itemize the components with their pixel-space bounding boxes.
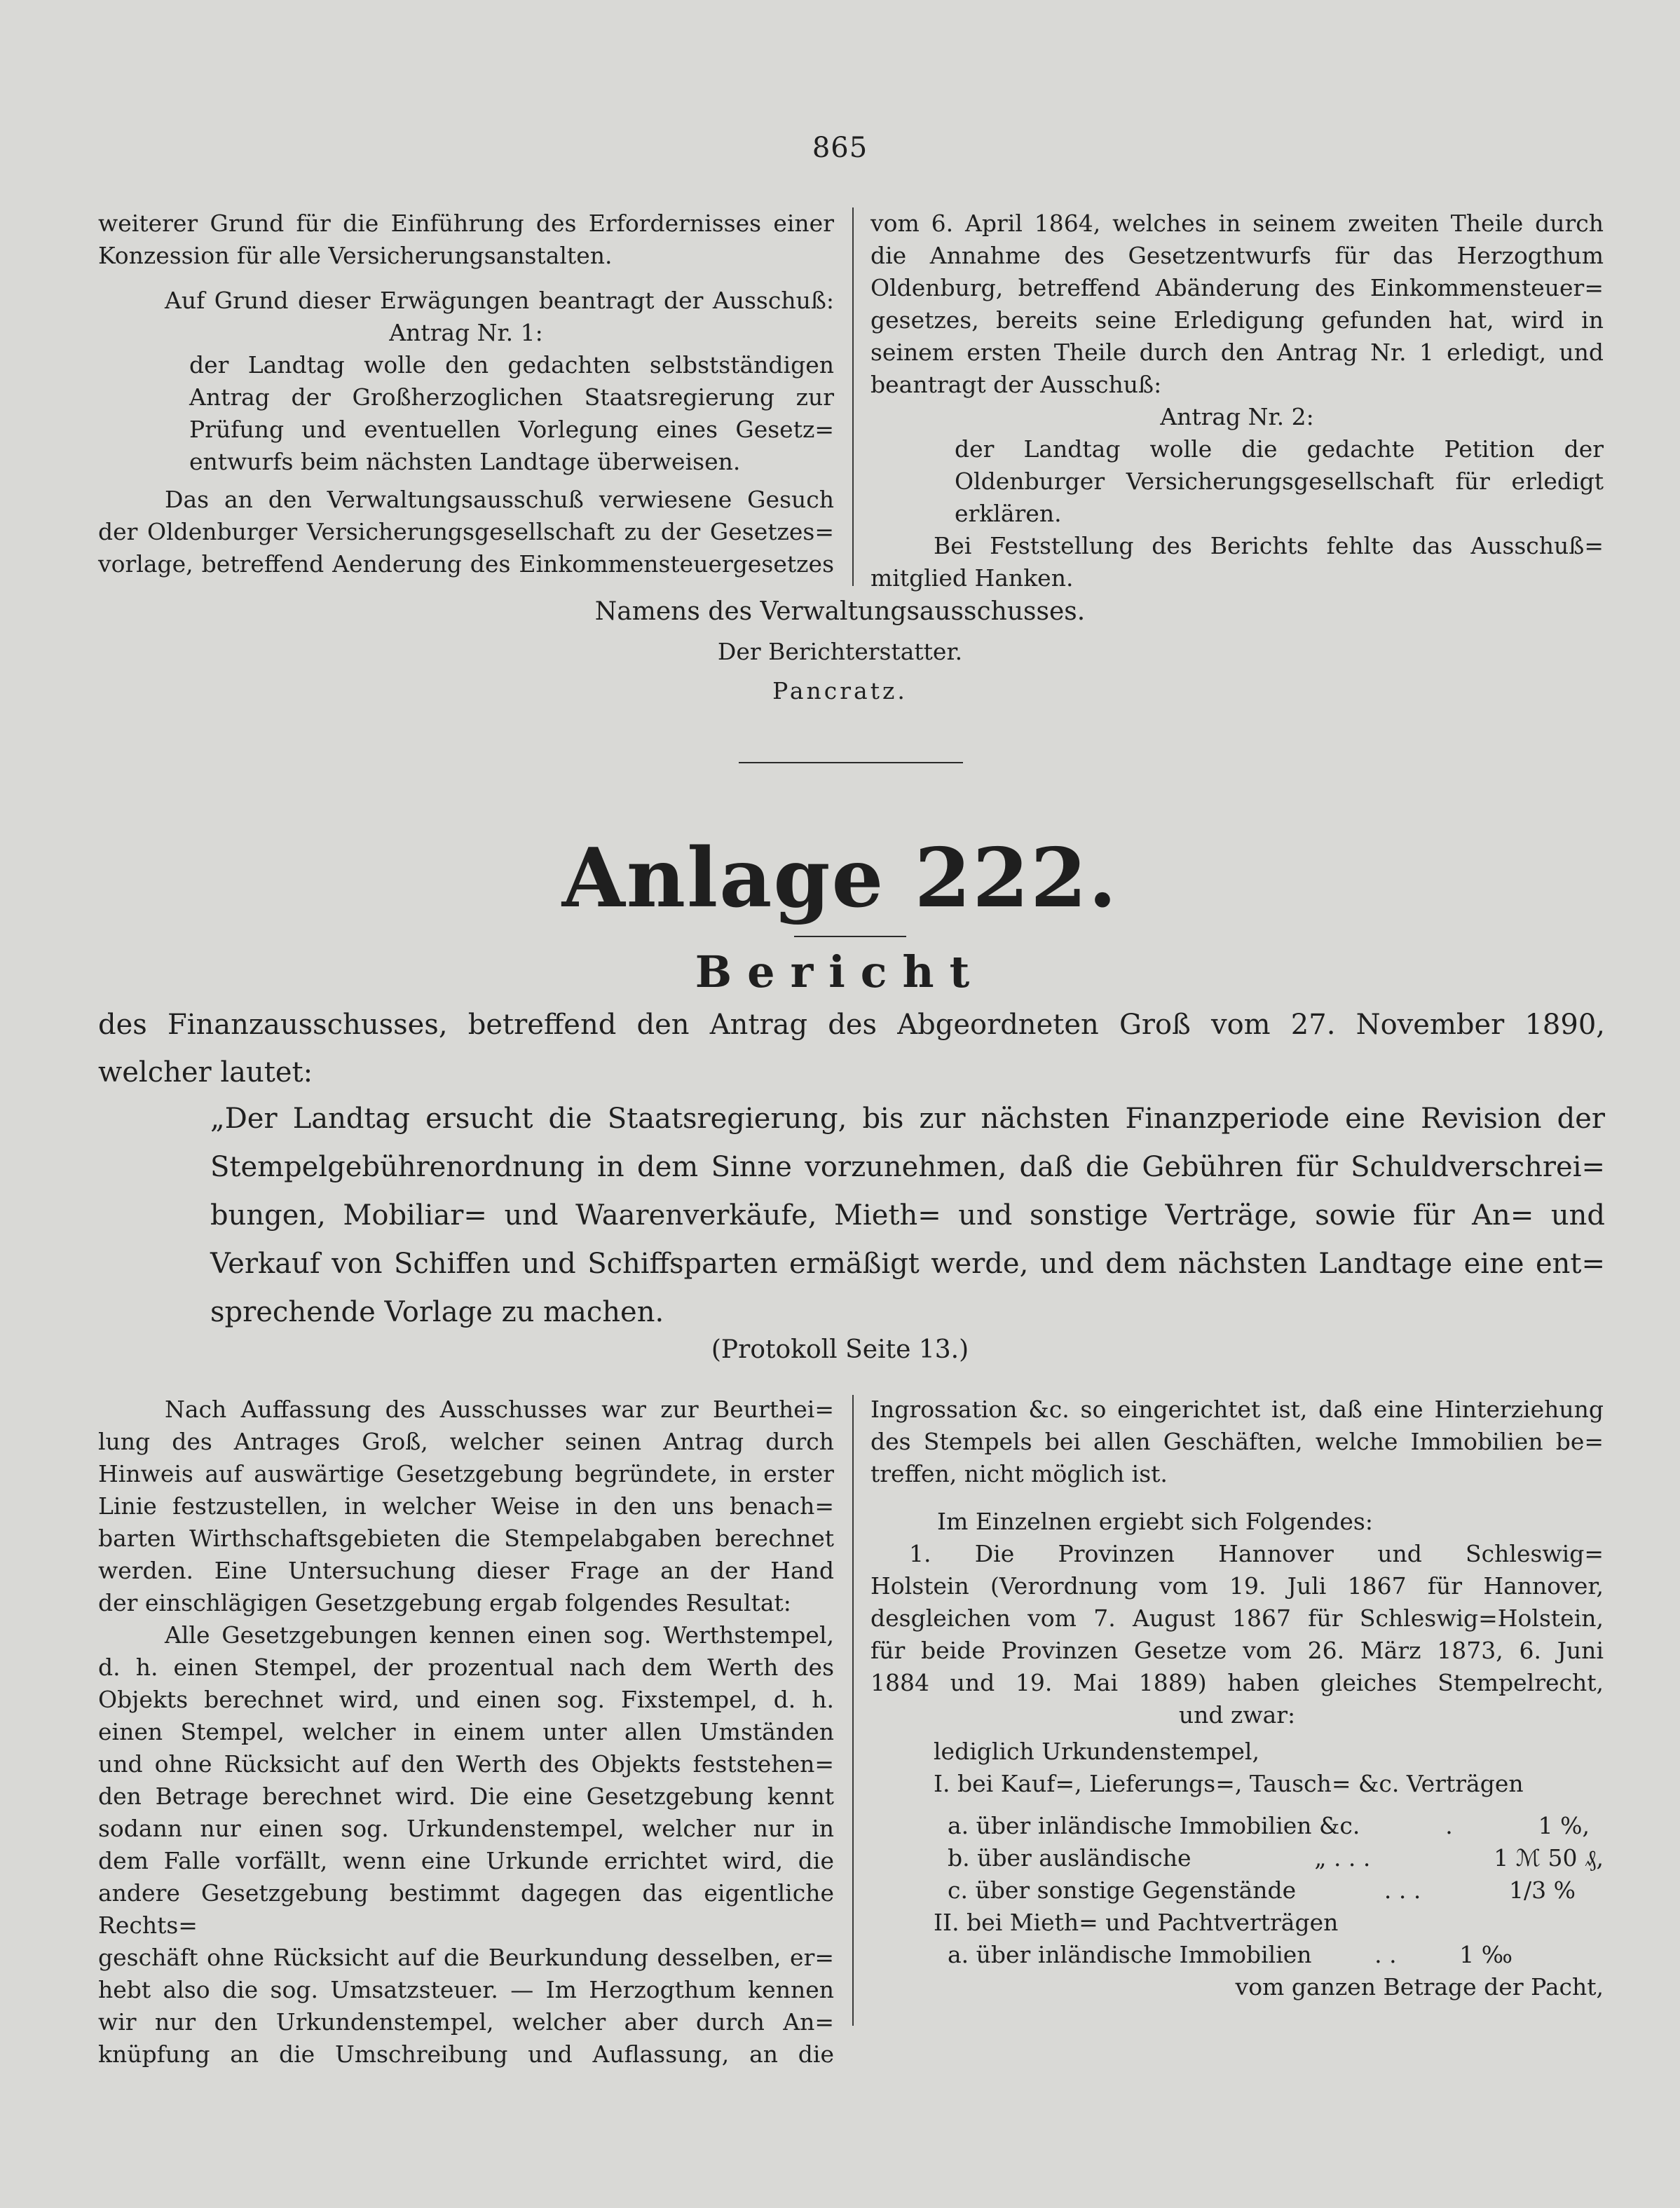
text-line: 1884 und 19. Mai 1889) haben gleiches Stempelrecht, — [870, 1669, 1604, 1696]
text-line: erklären. — [955, 500, 1062, 527]
text-line: knüpfung an die Umschreibung und Auflassung, an die — [98, 2040, 834, 2068]
text-line: Auf Grund dieser Erwägungen beantragt der Ausschuß: — [165, 287, 834, 314]
text-line: der Oldenburger Versicherungsgesellschaft zu der Gesetzes= — [98, 518, 834, 545]
intro-line: des Finanzausschusses, betreffend den Antrag des Abgeordneten Groß vom 27. November 1890, — [98, 1009, 1605, 1041]
text-line: werden. Eine Untersuchung dieser Frage an der Hand — [98, 1557, 834, 1584]
tariff-value: 1 %, — [1538, 1812, 1590, 1839]
report-intro — [98, 1001, 1605, 1096]
text-line: Holstein (Verordnung vom 19. Juli 1867 für Hannover, — [870, 1572, 1604, 1600]
top-left-column — [98, 207, 834, 580]
text-line: beantragt der Ausschuß: — [870, 371, 1162, 398]
text-line: Objekts berechnet wird, und einen sog. Fixstempel, d. h. — [98, 1686, 834, 1713]
text-line: vom ganzen Betrage der Pacht, — [1235, 1973, 1604, 2001]
text-line: sodann nur einen sog. Urkundenstempel, welcher nur in — [98, 1815, 834, 1842]
text-line: Nach Auffassung des Ausschusses war zur Beurthei= — [165, 1396, 834, 1423]
text-line: vorlage, betreffend Aenderung des Einkommensteuergesetzes — [98, 550, 834, 578]
text-line: weiterer Grund für die Einführung des Erfordernisses einer — [98, 210, 834, 237]
text-line: vom 6. April 1864, welches in seinem zweiten Theile durch — [870, 210, 1604, 237]
text-line: die Annahme des Gesetzentwurfs für das Herzogthum — [870, 242, 1604, 269]
text-line: Das an den Verwaltungsausschuß verwiesene Gesuch — [165, 486, 834, 513]
quote-line: „Der Landtag ersucht die Staatsregierung, bis zur nächsten Finanzperiode eine Revision der — [210, 1103, 1605, 1135]
text-line: Im Einzelnen ergiebt sich Folgendes: — [937, 1508, 1373, 1535]
text-line: Hinweis auf auswärtige Gesetzgebung begründete, in erster — [98, 1460, 834, 1487]
column-divider — [852, 1395, 854, 2026]
text-line: I. bei Kauf=, Lieferungs=, Tausch= &c. Verträgen — [934, 1770, 1524, 1797]
tariff-dots: . — [1445, 1812, 1453, 1839]
text-line: des Stempels bei allen Geschäften, welche Immobilien be= — [870, 1428, 1604, 1455]
text-line: für beide Provinzen Gesetze vom 26. März 1873, 6. Juni — [870, 1637, 1604, 1664]
top-right-column — [870, 207, 1604, 594]
bericht-title: Bericht — [695, 946, 985, 997]
text-line: gesetzes, bereits seine Erledigung gefunden hat, wird in — [870, 306, 1604, 334]
tariff-value: 1 ‰ — [1459, 1941, 1512, 1968]
text-line: Linie festzustellen, in welcher Weise in den uns benach= — [98, 1492, 834, 1520]
text-line: wir nur den Urkundenstempel, welcher aber durch An= — [98, 2008, 834, 2036]
tariff-value: 1/3 % — [1509, 1876, 1576, 1904]
motion-quote — [210, 1095, 1605, 1337]
text-line: Ingrossation &c. so eingerichtet ist, daß eine Hinterziehung — [870, 1396, 1604, 1423]
tariff-dots: . . — [1374, 1941, 1397, 1968]
title-rule — [794, 936, 906, 937]
signature-name: Pancratz. — [772, 677, 908, 704]
text-line: Oldenburg, betreffend Abänderung des Einkommensteuer= — [870, 274, 1604, 301]
text-line: lediglich Urkundenstempel, — [934, 1738, 1259, 1765]
text-line: 1. Die Provinzen Hannover und Schleswig= — [909, 1540, 1604, 1567]
text-line: geschäft ohne Rücksicht auf die Beurkundung desselben, er= — [98, 1944, 834, 1971]
signature-committee: Namens des Verwaltungsausschusses. — [594, 597, 1086, 626]
signature-role: Der Berichterstatter. — [717, 638, 963, 665]
quote-line: Stempelgebührenordnung in dem Sinne vorzunehmen, daß die Gebühren für Schuldverschrei= — [210, 1151, 1605, 1183]
tariff-label: a. über inländische Immobilien — [948, 1941, 1312, 1968]
section-divider — [739, 762, 963, 763]
text-line: seinem ersten Theile durch den Antrag Nr. 1 erledigt, und — [870, 339, 1604, 366]
text-line: andere Gesetzgebung bestimmt dagegen das eigentliche Rechts= — [98, 1879, 834, 1939]
tariff-value: 1 ℳ 50 ₰, — [1494, 1844, 1604, 1872]
tariff-label: c. über sonstige Gegenstände — [948, 1876, 1297, 1904]
text-line: barten Wirthschaftsgebieten die Stempelabgaben berechnet — [98, 1525, 834, 1552]
page-number: 865 — [812, 132, 868, 164]
text-line: entwurfs beim nächsten Landtage überweisen. — [189, 448, 741, 475]
tariff-label: a. über inländische Immobilien &c. — [948, 1812, 1360, 1839]
text-line: der Landtag wolle den gedachten selbstständigen — [189, 351, 834, 379]
tariff-dots: „ . . . — [1314, 1844, 1371, 1872]
text-line: dem Falle vorfällt, wenn eine Urkunde errichtet wird, die — [98, 1847, 834, 1874]
text-line: Oldenburger Versicherungsgesellschaft für erledigt — [955, 468, 1604, 495]
tariff-label: b. über ausländische — [948, 1844, 1191, 1872]
anlage-title: Anlage 222. — [561, 831, 1119, 926]
text-line: desgleichen vom 7. August 1867 für Schleswig=Holstein, — [870, 1604, 1604, 1632]
quote-line: Verkauf von Schiffen und Schiffsparten ermäßigt werde, und dem nächsten Landtage eine ent= — [210, 1248, 1605, 1280]
intro-line: welcher lautet: — [98, 1056, 313, 1089]
antrag-heading: Antrag Nr. 1: — [389, 319, 543, 346]
text-line: II. bei Mieth= und Pachtverträgen — [934, 1909, 1339, 1936]
text-line: den Betrage berechnet wird. Die eine Gesetzgebung kennt — [98, 1783, 834, 1810]
tariff-row — [870, 1842, 1604, 1874]
antrag-heading: Antrag Nr. 2: — [1160, 403, 1314, 430]
text-line: der Landtag wolle die gedachte Petition der — [955, 435, 1604, 463]
text-line: treffen, nicht möglich ist. — [870, 1460, 1168, 1487]
text-line: der einschlägigen Gesetzgebung ergab folgendes Resultat: — [98, 1589, 791, 1616]
text-line: lung des Antrages Groß, welcher seinen Antrag durch — [98, 1428, 834, 1455]
text-line: und zwar: — [1178, 1701, 1296, 1729]
tariff-row — [870, 1810, 1604, 1842]
column-divider — [852, 207, 854, 586]
text-line: Konzession für alle Versicherungsanstalten. — [98, 242, 613, 269]
text-line: einen Stempel, welcher in einem unter allen Umständen — [98, 1718, 834, 1745]
quote-line: sprechende Vorlage zu machen. — [210, 1296, 664, 1328]
text-line: Bei Feststellung des Berichts fehlte das Ausschuß= — [934, 532, 1604, 559]
text-line: Antrag der Großherzoglichen Staatsregierung zur — [189, 383, 834, 411]
tariff-row — [870, 1874, 1604, 1907]
text-line: und ohne Rücksicht auf den Werth des Objekts feststehen= — [98, 1750, 834, 1778]
text-line: hebt also die sog. Umsatzsteuer. — Im Herzogthum kennen — [98, 1976, 834, 2003]
tariff-dots: . . . — [1384, 1876, 1421, 1904]
quote-line: bungen, Mobiliar= und Waarenverkäufe, Mieth= und sonstige Verträge, sowie für An= und — [210, 1199, 1605, 1232]
text-line: Prüfung und eventuellen Vorlegung eines Gesetz= — [189, 416, 834, 443]
bottom-left-column — [98, 1393, 834, 2071]
text-line: d. h. einen Stempel, der prozentual nach dem Werth des — [98, 1654, 834, 1681]
tariff-row — [870, 1939, 1604, 1971]
text-line: mitglied Hanken. — [870, 564, 1074, 592]
protokoll-reference: (Protokoll Seite 13.) — [711, 1335, 969, 1364]
bottom-right-column — [870, 1393, 1604, 2003]
text-line: Alle Gesetzgebungen kennen einen sog. Werthstempel, — [165, 1621, 834, 1649]
